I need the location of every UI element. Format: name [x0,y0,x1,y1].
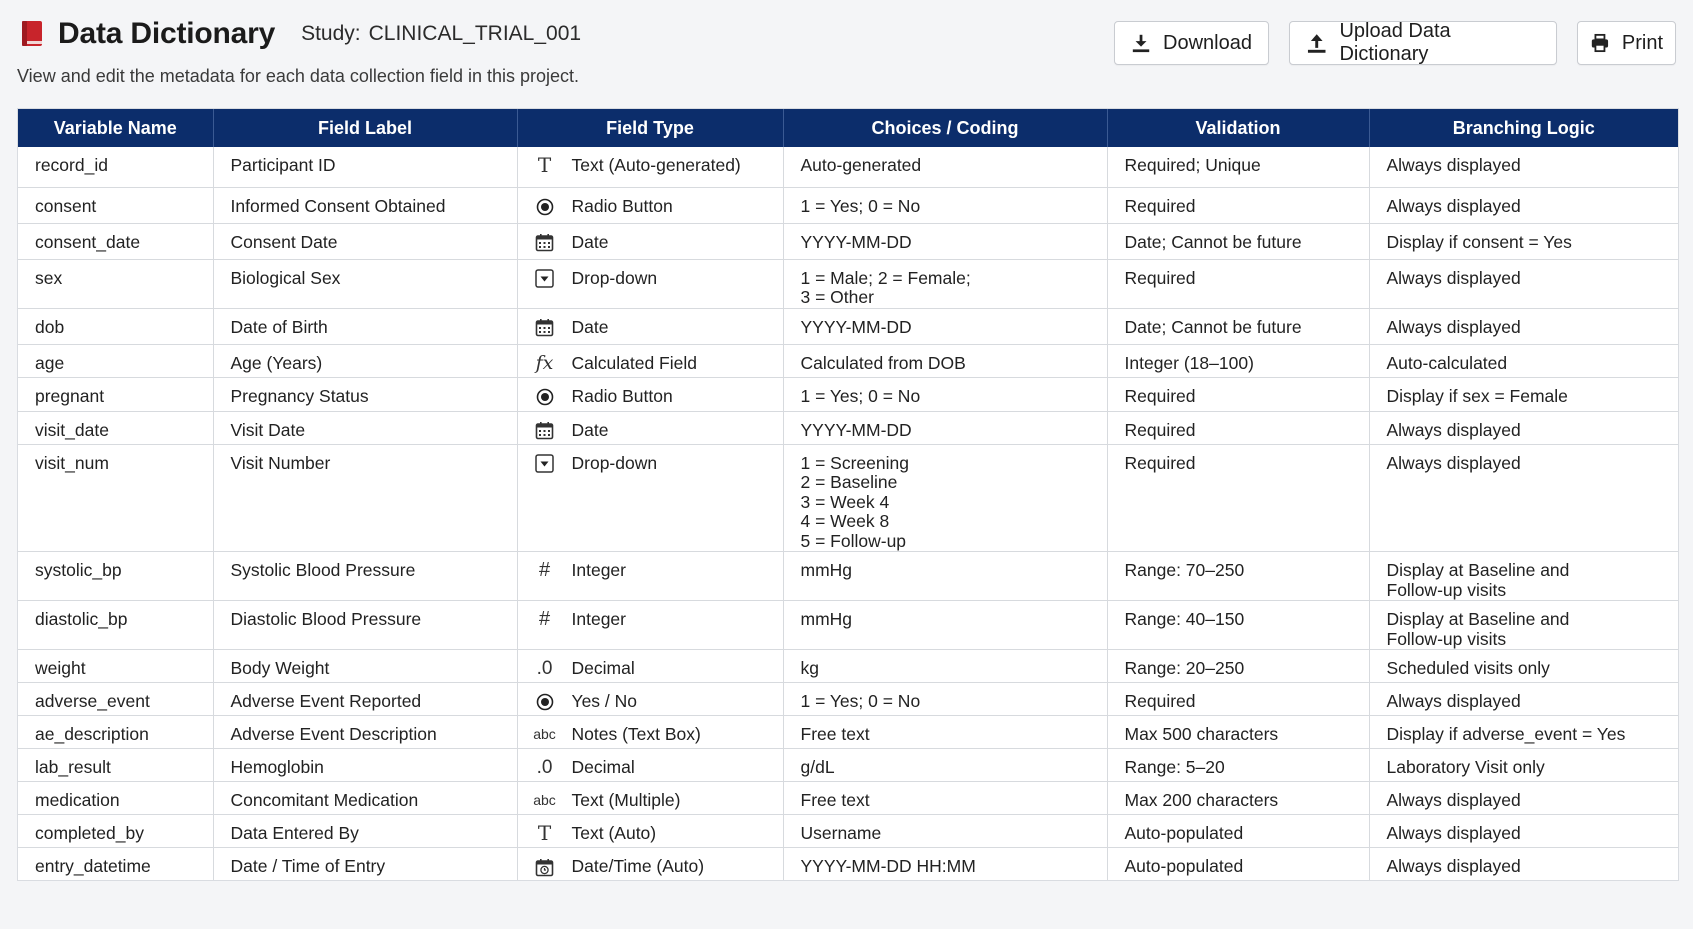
field-label-cell: Biological Sex [213,259,517,308]
choices-coding-cell: 1 = Yes; 0 = No [783,187,1107,223]
choices-coding-cell: mmHg [783,601,1107,650]
field-type-label: Text (Auto-generated) [571,155,741,175]
table-row[interactable] [18,411,1678,444]
variable-name-cell: dob [18,308,213,344]
field-type-cell [517,187,783,223]
abc-icon: abc [533,726,556,743]
field-label-cell: Systolic Blood Pressure [213,552,517,601]
validation-cell: Max 500 characters [1107,716,1369,749]
upload-icon [1306,32,1327,54]
field-type-label: Drop-down [571,452,658,473]
table-row[interactable] [18,552,1678,601]
field-type-label: Radio Button [571,385,673,406]
choices-coding-cell: YYYY-MM-DD [783,411,1107,444]
upload-data-dictionary-button[interactable] [1289,21,1557,65]
variable-name-cell: pregnant [18,377,213,411]
choices-coding-cell: 1 = Yes; 0 = No [783,377,1107,411]
radio-icon [534,197,556,217]
download-button[interactable] [1114,21,1269,65]
field-type-label: Decimal [571,757,635,777]
validation-cell: Range: 20–250 [1107,650,1369,683]
validation-cell: Max 200 characters [1107,782,1369,815]
field-type-label: Date [571,419,609,440]
validation-cell: Required [1107,411,1369,444]
study-info [301,22,581,46]
calendar-clock-icon [534,857,556,877]
table-row[interactable] [18,187,1678,223]
choices-coding-cell: Free text [783,716,1107,749]
validation-cell: Integer (18–100) [1107,344,1369,377]
field-type-label: Text (Multiple) [571,790,681,810]
validation-cell: Required; Unique [1107,147,1369,187]
table-row[interactable] [18,601,1678,650]
download-icon [1131,32,1151,54]
table-row[interactable] [18,259,1678,308]
variable-name-cell: age [18,344,213,377]
choices-coding-cell: Username [783,815,1107,848]
field-label-cell: Visit Date [213,411,517,444]
variable-name-cell: consent [18,187,213,223]
action-toolbar [1114,21,1676,65]
validation-cell: Range: 5–20 [1107,749,1369,782]
column-header-branching-logic[interactable]: Branching Logic [1369,109,1678,147]
field-label-cell: Body Weight [213,650,517,683]
field-type-cell [517,650,783,683]
radio-icon [534,692,556,712]
table-header-row [18,109,1678,147]
validation-cell: Required [1107,187,1369,223]
field-label-cell: Consent Date [213,223,517,259]
field-type-cell [517,716,783,749]
download-label: Download [1163,31,1252,54]
variable-name-cell: visit_date [18,411,213,444]
field-type-label: Integer [571,609,626,629]
field-type-cell [517,601,783,650]
hash-icon: # [538,559,551,582]
variable-name-cell: ae_description [18,716,213,749]
field-label-cell: Informed Consent Obtained [213,187,517,223]
validation-cell: Date; Cannot be future [1107,308,1369,344]
branching-logic-cell: Auto-calculated [1369,344,1678,377]
variable-name-cell: sex [18,259,213,308]
choices-coding-cell: mmHg [783,552,1107,601]
table-row[interactable] [18,782,1678,815]
table-row[interactable] [18,749,1678,782]
choices-coding-cell: YYYY-MM-DD [783,308,1107,344]
branching-logic-cell: Always displayed [1369,187,1678,223]
radio-icon [534,387,556,407]
validation-cell: Date; Cannot be future [1107,223,1369,259]
field-label-cell: Participant ID [213,147,517,187]
table-row[interactable] [18,223,1678,259]
variable-name-cell: medication [18,782,213,815]
field-label-cell: Hemoglobin [213,749,517,782]
table-row[interactable] [18,650,1678,683]
field-type-cell [517,344,783,377]
variable-name-cell: completed_by [18,815,213,848]
branching-logic-cell: Always displayed [1369,444,1678,552]
table-row[interactable] [18,848,1678,880]
choices-coding-cell: YYYY-MM-DD [783,223,1107,259]
column-header-validation[interactable]: Validation [1107,109,1369,147]
print-button[interactable] [1577,21,1676,65]
field-label-cell: Diastolic Blood Pressure [213,601,517,650]
book-icon [20,20,44,48]
validation-cell: Required [1107,259,1369,308]
abc-icon: abc [533,792,556,809]
branching-logic-cell: Scheduled visits only [1369,650,1678,683]
field-type-label: Radio Button [571,195,673,216]
text-icon: T [537,821,552,846]
variable-name-cell: diastolic_bp [18,601,213,650]
validation-cell: Required [1107,683,1369,716]
variable-name-cell: entry_datetime [18,848,213,880]
branching-logic-cell: Display if sex = Female [1369,377,1678,411]
field-type-label: Drop-down [571,267,658,288]
branching-logic-cell: Always displayed [1369,782,1678,815]
field-type-label: Date/Time (Auto) [571,856,705,876]
branching-logic-cell: Display at Baseline and Follow-up visits [1369,601,1678,650]
choices-coding-cell: YYYY-MM-DD HH:MM [783,848,1107,880]
data-dictionary-table [17,108,1679,881]
field-label-cell: Pregnancy Status [213,377,517,411]
field-label-cell: Adverse Event Description [213,716,517,749]
calendar-icon [534,233,556,253]
field-type-label: Calculated Field [571,352,697,373]
column-header-field-label[interactable]: Field Label [213,109,517,147]
field-type-cell [517,308,783,344]
validation-cell: Range: 70–250 [1107,552,1369,601]
field-label-cell: Visit Number [213,444,517,552]
choices-coding-cell: kg [783,650,1107,683]
field-type-cell [517,411,783,444]
branching-logic-cell: Always displayed [1369,308,1678,344]
branching-logic-cell: Always displayed [1369,683,1678,716]
validation-cell: Range: 40–150 [1107,601,1369,650]
choices-coding-cell: 1 = Screening 2 = Baseline 3 = Week 4 4 = Week 8 5 = Follow-up [783,444,1107,552]
field-type-label: Date [571,316,609,337]
field-type-label: Decimal [571,658,635,678]
field-type-cell [517,377,783,411]
choices-coding-cell: g/dL [783,749,1107,782]
page-header [17,16,1676,96]
branching-logic-cell: Always displayed [1386,856,1521,876]
dropdown-icon [534,454,556,474]
print-label: Print [1621,31,1663,54]
field-label-cell: Data Entered By [213,815,517,848]
calendar-icon [534,421,556,441]
branching-logic-cell: Display at Baseline and Follow-up visits [1369,552,1678,601]
variable-name-cell: visit_num [18,444,213,552]
decimal-icon: .0 [536,757,553,779]
variable-name-cell: consent_date [18,223,213,259]
variable-name-cell: systolic_bp [18,552,213,601]
field-type-cell [517,259,783,308]
table-row[interactable] [18,344,1678,377]
printer-icon [1590,32,1610,54]
table-body [18,147,1678,880]
column-header-variable-name[interactable]: Variable Name [18,109,213,147]
field-label-cell: Concomitant Medication [213,782,517,815]
text-icon: T [537,153,552,178]
table-row[interactable] [18,377,1678,411]
field-type-label: Notes (Text Box) [571,724,701,744]
page-subtitle: View and edit the metadata for each data collection field in this project. [17,66,580,86]
choices-coding-cell: Free text [783,782,1107,815]
table-row[interactable] [18,147,1678,187]
field-type-cell [517,683,783,716]
field-type-cell [517,552,783,601]
branching-logic-cell: Always displayed [1369,259,1678,308]
branching-logic-cell: Always displayed [1369,815,1678,848]
field-label-cell: Date of Birth [213,308,517,344]
table-row[interactable] [18,444,1678,552]
choices-coding-cell: Auto-generated [783,147,1107,187]
hash-icon: # [538,608,551,631]
choices-coding-cell: 1 = Yes; 0 = No [783,683,1107,716]
validation-cell: Auto-populated [1107,815,1369,848]
field-type-cell [517,749,783,782]
table-row[interactable] [18,716,1678,749]
field-type-cell [517,444,783,552]
choices-coding-cell: 1 = Male; 2 = Female; 3 = Other [783,259,1107,308]
field-type-cell [517,848,783,880]
field-type-label: Text (Auto) [571,823,657,843]
branching-logic-cell: Display if consent = Yes [1369,223,1678,259]
field-type-label: Integer [571,560,626,580]
choices-coding-cell: Calculated from DOB [783,344,1107,377]
field-label-cell: Adverse Event Reported [213,683,517,716]
variable-name-cell: lab_result [18,749,213,782]
decimal-icon: .0 [536,658,553,680]
field-type-label: Date [571,231,609,252]
function-icon: fx [535,351,554,374]
field-type-cell [517,223,783,259]
page-title: Data Dictionary [58,17,276,50]
variable-name-cell: record_id [18,147,213,187]
validation-cell: Required [1107,377,1369,411]
upload-label: Upload Data Dictionary [1339,20,1451,65]
variable-name-cell: adverse_event [18,683,213,716]
study-value: CLINICAL_TRIAL_001 [368,22,582,45]
calendar-icon [534,318,556,338]
branching-logic-cell: Laboratory Visit only [1369,749,1678,782]
branching-logic-cell: Display if adverse_event = Yes [1369,716,1678,749]
field-type-cell [517,815,783,848]
field-label-cell: Age (Years) [213,344,517,377]
table-row[interactable] [18,683,1678,716]
column-header-field-type[interactable]: Field Type [517,109,783,147]
study-label: Study: [301,22,361,45]
validation-cell: Auto-populated [1107,848,1369,880]
variable-name-cell: weight [18,650,213,683]
branching-logic-cell: Always displayed [1369,147,1678,187]
field-type-cell [517,782,783,815]
dropdown-icon [534,269,556,289]
field-label-cell: Date / Time of Entry [213,848,517,880]
table-row[interactable] [18,815,1678,848]
validation-cell: Required [1107,444,1369,552]
branching-logic-cell: Always displayed [1369,411,1678,444]
field-type-cell [517,147,783,187]
table-row[interactable] [18,308,1678,344]
field-type-label: Yes / No [571,691,638,711]
column-header-choices-coding[interactable]: Choices / Coding [783,109,1107,147]
